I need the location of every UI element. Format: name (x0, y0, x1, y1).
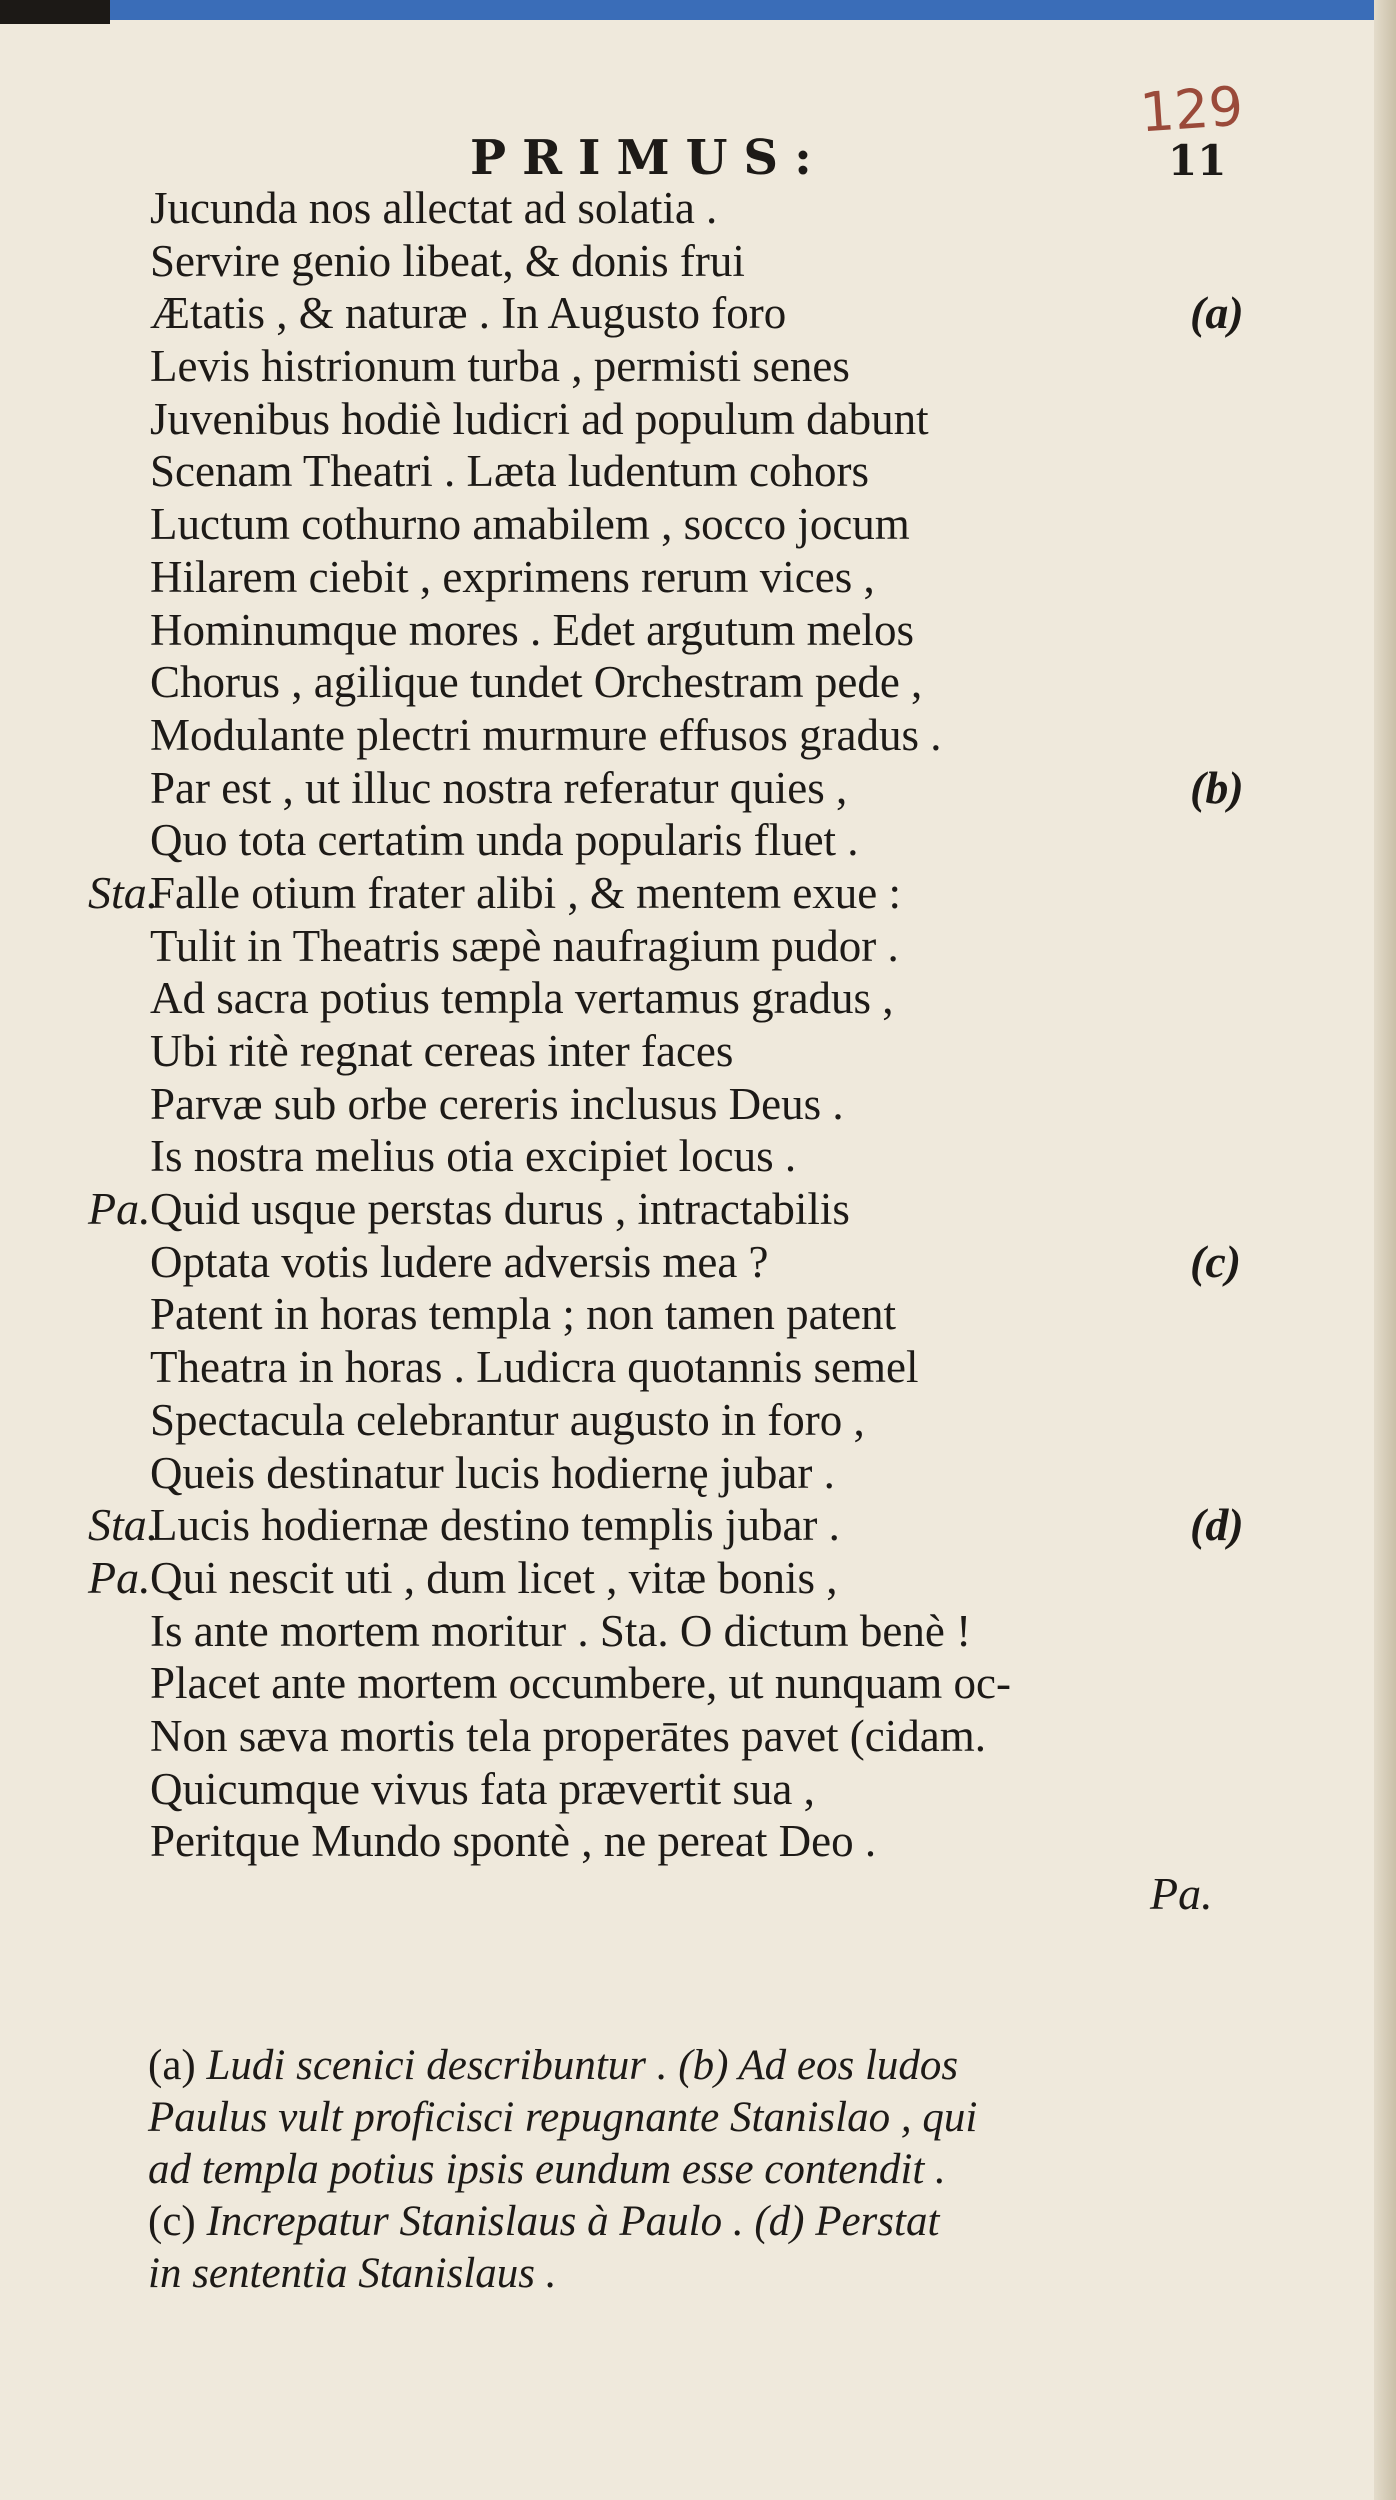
footnote-marker: (d) (1190, 1499, 1244, 1551)
verse-line (150, 656, 1270, 709)
verse-line (150, 182, 1270, 235)
footnote-line (148, 2248, 1268, 2300)
verse-line (150, 1236, 1270, 1289)
verse-line-text: Levis histrionum turba , permisti senes (150, 341, 850, 392)
verse-line-text: Tulit in Theatris sæpè naufragium pudor . (150, 920, 899, 971)
speaker-label: Pa. (88, 1183, 151, 1235)
verse-line-text: Jucunda nos allectat ad solatia . (150, 183, 718, 233)
verse-line-text: Qui nescit uti , dum licet , vitæ bonis , (150, 1552, 838, 1603)
footnote-text: ad templa potius ipsis eundum esse contendit . (148, 2146, 946, 2193)
verse-line (150, 445, 1270, 498)
verse-line-text: Ad sacra potius templa vertamus gradus , (150, 973, 894, 1024)
verse-line-text: Peritque Mundo spontè , ne pereat Deo . (150, 1816, 877, 1867)
verse-text (88, 182, 1270, 1921)
speaker-label: Pa. (88, 1551, 151, 1603)
catchword: Pa. (1150, 1868, 1213, 1919)
verse-line (150, 1868, 1270, 1921)
footnote-marker: (b) (1190, 761, 1244, 813)
verse-line (150, 1078, 1270, 1131)
verse-line (88, 1183, 1270, 1236)
verse-line (150, 1710, 1270, 1763)
footnote-line (148, 2092, 1268, 2144)
speaker-label: Sta. (88, 866, 159, 918)
verse-line (150, 1763, 1270, 1816)
footnote-label: (a) (148, 2042, 196, 2089)
verse-line-text: Par est , ut illuc nostra referatur quies , (150, 762, 848, 813)
page-edge-shadow (1374, 0, 1396, 2500)
verse-line (150, 393, 1270, 446)
footnotes (148, 2040, 1268, 2300)
verse-line (150, 972, 1270, 1025)
footnote-line (148, 2196, 1268, 2248)
verse-line-text: Lucis hodiernæ destino templis jubar . (150, 1500, 840, 1551)
running-head: PRIMUS: (470, 130, 828, 186)
footnote-line (148, 2144, 1268, 2196)
verse-line-text: Patent in horas templa ; non tamen patent (150, 1289, 897, 1340)
verse-line-text: Quicumque vivus fata prævertit sua , (150, 1763, 815, 1814)
verse-line-text: Quo tota certatim unda popularis fluet . (150, 815, 859, 866)
footnote-line (148, 2040, 1268, 2092)
verse-line (150, 1657, 1270, 1710)
footnote-text: Paulus vult proficisci repugnante Stanislao , qui (148, 2094, 978, 2141)
footnote-text: Increpatur Stanislaus à Paulo . (d) Perstat (206, 2198, 940, 2245)
scan-corner-tab (0, 0, 110, 24)
scan-top-strip (0, 0, 1396, 20)
verse-line (150, 920, 1270, 973)
footnote-text: in sententia Stanislaus . (148, 2250, 557, 2297)
verse-line-text: Non sæva mortis tela properātes pavet (cidam. (150, 1710, 986, 1761)
verse-line-text: Quid usque perstas durus , intractabilis (150, 1184, 850, 1235)
footnote-marker: (c) (1190, 1235, 1242, 1287)
verse-line (150, 287, 1270, 340)
verse-line-text: Servire genio libeat, & donis frui (150, 235, 745, 286)
verse-line (88, 1499, 1270, 1552)
verse-line (150, 762, 1270, 815)
verse-line-text: Luctum cothurno amabilem , socco jocum (150, 499, 910, 550)
verse-line (150, 1130, 1270, 1183)
verse-line (88, 866, 1270, 920)
verse-line-text: Parvæ sub orbe cereris inclusus Deus . (150, 1078, 844, 1129)
verse-line-text: Spectacula celebrantur augusto in foro , (150, 1394, 865, 1445)
verse-line (150, 1447, 1270, 1500)
footnote-label: (c) (148, 2198, 196, 2245)
verse-line-text: Queis destinatur lucis hodiernę jubar . (150, 1447, 835, 1498)
verse-line (88, 1551, 1270, 1605)
verse-line-text: Falle otium frater alibi , & mentem exue : (150, 867, 902, 918)
verse-line-text: Modulante plectri murmure effusos gradus . (150, 709, 942, 760)
verse-line (150, 340, 1270, 393)
footnote-text: Ludi scenici describuntur . (b) Ad eos ludos (206, 2042, 959, 2089)
verse-line (150, 709, 1270, 762)
verse-line-text: Is nostra melius otia excipiet locus . (150, 1131, 797, 1182)
verse-line-text: Is ante mortem moritur . Sta. O dictum benè ! (150, 1605, 972, 1656)
handwritten-folio-number: 129 (1137, 74, 1246, 145)
verse-line (150, 1025, 1270, 1078)
verse-line (150, 1288, 1270, 1341)
verse-line (150, 498, 1270, 551)
verse-line (150, 604, 1270, 657)
footnote-marker: (a) (1190, 287, 1244, 339)
verse-line-text: Juvenibus hodiè ludicri ad populum dabunt (150, 393, 929, 444)
verse-line (150, 1815, 1270, 1868)
verse-line (150, 1341, 1270, 1394)
verse-line (150, 551, 1270, 604)
verse-line-text: Hilarem ciebit , exprimens rerum vices , (150, 551, 875, 602)
verse-line-text: Optata votis ludere adversis mea ? (150, 1236, 769, 1287)
verse-line (150, 235, 1270, 288)
verse-line-text: Hominumque mores . Edet argutum melos (150, 604, 915, 655)
verse-line-text: Theatra in horas . Ludicra quotannis semel (150, 1342, 919, 1393)
verse-line-text: Chorus , agilique tundet Orchestram pede , (150, 657, 923, 708)
verse-line-text: Scenam Theatri . Læta ludentum cohors (150, 446, 869, 497)
verse-line-text: Ætatis , & naturæ . In Augusto foro (150, 288, 787, 339)
verse-line-text: Ubi ritè regnat cereas inter faces (150, 1026, 734, 1076)
verse-line (150, 1394, 1270, 1447)
speaker-label: Sta. (88, 1499, 159, 1551)
verse-line (150, 1605, 1270, 1658)
page-number: 11 (1168, 136, 1227, 185)
verse-line (150, 814, 1270, 867)
verse-line-text: Placet ante mortem occumbere, ut nunquam oc- (150, 1658, 1011, 1709)
